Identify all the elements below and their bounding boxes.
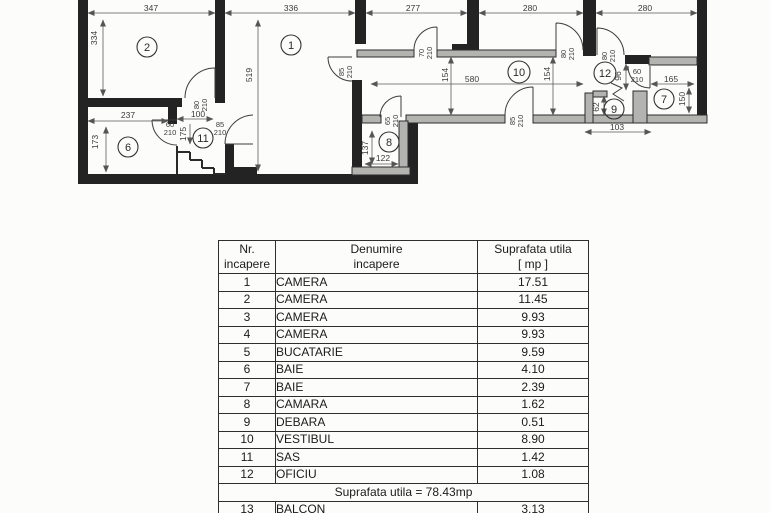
cell-area: 0.51	[478, 414, 589, 432]
table-row	[219, 309, 589, 327]
table-row	[219, 466, 589, 484]
table-header-row	[219, 241, 589, 274]
room-number: 10	[512, 67, 526, 79]
door-arc-80a	[556, 23, 583, 50]
cell-area: 8.90	[478, 431, 589, 449]
door-label: 80210	[600, 49, 617, 63]
cell-name: BAIE	[276, 361, 478, 379]
door-label: 60	[165, 120, 175, 129]
room-number: 8	[385, 137, 393, 149]
dim-label: 122	[375, 153, 391, 163]
cell-nr: 1	[219, 274, 276, 292]
table-row	[219, 396, 589, 414]
table-row	[219, 326, 589, 344]
dim-label: 280	[637, 3, 653, 13]
cell-area: 9.93	[478, 326, 589, 344]
cell-name: BUCATARIE	[276, 344, 478, 362]
dim-label: 150	[677, 91, 687, 107]
dim-label: 165	[663, 74, 679, 84]
cell-nr: 5	[219, 344, 276, 362]
cell-name: CAMERA	[276, 326, 478, 344]
table-row	[219, 431, 589, 449]
door-label: 85	[215, 120, 225, 129]
cell-nr: 7	[219, 379, 276, 397]
dim-label: 100	[190, 109, 206, 119]
table-row	[219, 414, 589, 432]
dim-label: 62	[591, 102, 601, 112]
cell-nr: 6	[219, 361, 276, 379]
cell-name: OFICIU	[276, 466, 478, 484]
door-label: 65210	[383, 114, 400, 128]
cell-area: 11.45	[478, 291, 589, 309]
cell-area: 2.39	[478, 379, 589, 397]
cell-area: 3.13	[478, 501, 589, 513]
door-label: 70210	[417, 46, 434, 60]
room-areas-table	[218, 240, 589, 513]
dim-label: 280	[522, 3, 538, 13]
table-row	[219, 344, 589, 362]
table-row	[219, 449, 589, 467]
dim-label: 137	[360, 140, 370, 156]
header-suprafata: Suprafata utila [ mp ]	[478, 241, 589, 274]
cell-nr: 12	[219, 466, 276, 484]
cell-area: 1.08	[478, 466, 589, 484]
cell-name: BAIE	[276, 379, 478, 397]
door-label: 210	[630, 75, 644, 84]
room-number: 9	[610, 104, 618, 116]
dim-label: 175	[178, 126, 188, 142]
door-label: 60	[632, 67, 642, 76]
dim-label: 154	[440, 67, 450, 83]
cell-name: CAMERA	[276, 291, 478, 309]
cell-area: 1.62	[478, 396, 589, 414]
dim-label: 580	[464, 74, 480, 84]
cell-area: 9.59	[478, 344, 589, 362]
cell-name: SAS	[276, 449, 478, 467]
cell-nr: 13	[219, 501, 276, 513]
header-nr-incapere: Nr. incapere	[219, 241, 276, 274]
cell-name: CAMARA	[276, 396, 478, 414]
leader-zigzag	[611, 83, 624, 101]
cell-area: 17.51	[478, 274, 589, 292]
summary-total-area: Suprafata utila = 78.43mp	[219, 484, 589, 502]
dim-label: 336	[283, 3, 299, 13]
cell-nr: 10	[219, 431, 276, 449]
table-summary-row	[219, 484, 589, 502]
cell-nr: 2	[219, 291, 276, 309]
door-arc-room8	[380, 96, 401, 117]
cell-nr: 4	[219, 326, 276, 344]
cell-nr: 8	[219, 396, 276, 414]
dim-label: 347	[143, 3, 159, 13]
dim-label: 103	[609, 122, 625, 132]
door-label: 80210	[192, 98, 209, 112]
door-label: 85210	[337, 65, 354, 79]
dim-label: 519	[244, 67, 254, 83]
table-row	[219, 274, 589, 292]
dim-label: 96	[613, 71, 623, 81]
dim-label: 154	[542, 66, 552, 82]
room-number: 12	[598, 68, 612, 80]
dim-label: 173	[90, 134, 100, 150]
table-row	[219, 361, 589, 379]
door-arc-70	[414, 27, 437, 50]
cell-name: CAMERA	[276, 309, 478, 327]
door-arc-hall85	[505, 87, 533, 115]
walls	[78, 0, 707, 184]
door-label: 85210	[508, 114, 525, 128]
cell-name: BALCON	[276, 501, 478, 513]
cell-nr: 3	[219, 309, 276, 327]
dim-label: 277	[405, 3, 421, 13]
cell-nr: 11	[219, 449, 276, 467]
dim-label: 334	[89, 30, 99, 46]
cell-name: CAMERA	[276, 274, 478, 292]
room-number: 7	[660, 94, 668, 106]
cell-area: 4.10	[478, 361, 589, 379]
door-label: 210	[163, 128, 177, 137]
header-denumire: Denumire incapere	[276, 241, 478, 274]
door-arc-11-1	[225, 115, 253, 144]
door-label: 80210	[559, 47, 576, 61]
cell-name: VESTIBUL	[276, 431, 478, 449]
cell-name: DEBARA	[276, 414, 478, 432]
table-row	[219, 379, 589, 397]
door-label: 210	[213, 128, 227, 137]
room-number: 2	[143, 42, 151, 54]
steps-symbol	[177, 146, 226, 174]
room-number: 6	[124, 142, 132, 154]
cell-area: 1.42	[478, 449, 589, 467]
cell-area: 9.93	[478, 309, 589, 327]
floor-plan-drawing	[0, 0, 770, 205]
door-arc-room2	[185, 68, 215, 98]
room-number: 1	[287, 40, 295, 52]
room-number: 11	[197, 133, 209, 145]
cell-nr: 9	[219, 414, 276, 432]
table-row	[219, 291, 589, 309]
table-row	[219, 501, 589, 513]
dim-label: 237	[120, 110, 136, 120]
